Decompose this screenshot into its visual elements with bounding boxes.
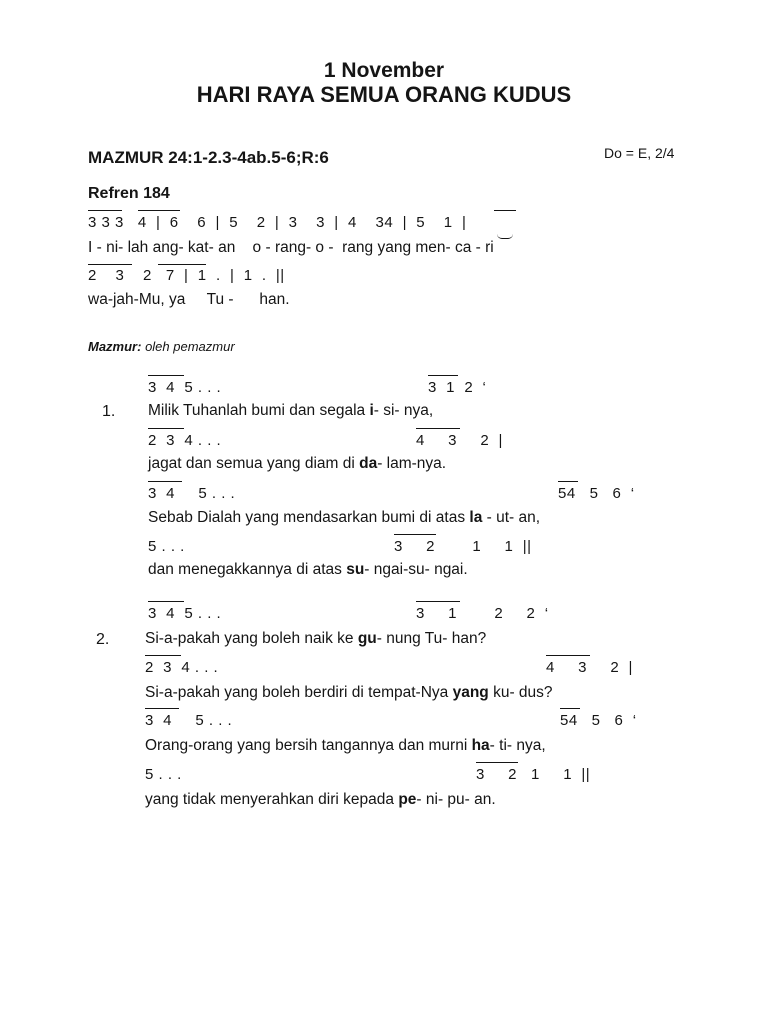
verse-notes-left: 3 4 5 . . . [148, 379, 222, 396]
verse-text-line [145, 685, 553, 701]
verse-text-line [148, 510, 540, 526]
beam-mark [145, 708, 179, 709]
verse-text-after: - ti- nya, [489, 737, 546, 754]
verse-notes-left: 5 . . . [148, 538, 185, 555]
verse-notes-right: 3 1 2 2 ‘ [416, 605, 549, 622]
refrain-notes-line-1: 3 3 3 4 | 6 6 | 5 2 | 3 3 | 4 34 | 5 1 | [88, 214, 467, 231]
refrain-label: Refren 184 [88, 185, 170, 202]
beam-mark [476, 762, 518, 763]
beam-mark [558, 481, 578, 482]
verse-text-accent: da [359, 455, 378, 472]
verse-text-line [148, 456, 446, 472]
verse-notes-right: 54 5 6 ‘ [558, 485, 635, 502]
psalmist-note [88, 340, 235, 353]
beam-mark [560, 708, 580, 709]
verse-text-after: - nung Tu- han? [376, 630, 487, 647]
refrain-lyrics-line-2: wa-jah-Mu, ya Tu - han. [88, 291, 290, 308]
verse-text-accent: pe [398, 791, 417, 808]
verse-notes-left: 3 4 5 . . . [145, 712, 233, 729]
beam-mark [494, 210, 516, 211]
verse-text-after: ku- dus? [488, 684, 553, 701]
verse-notes-left: 3 4 5 . . . [148, 605, 222, 622]
verse-text: Orang-orang yang bersih tangannya dan murni [145, 737, 472, 754]
refrain-notes-line-2: 2 3 2 7 | 1 . | 1 . || [88, 267, 285, 284]
verse-text-line [148, 562, 468, 578]
psalmist-note-label: Mazmur: [88, 339, 142, 354]
verse-text-after: - lam-nya. [377, 455, 447, 472]
verse-number: 1. [102, 403, 116, 420]
verse-notes-left: 2 3 4 . . . [148, 432, 222, 449]
verse-text-accent: gu [357, 630, 377, 647]
beam-mark [145, 655, 181, 656]
verse-text-line [148, 403, 433, 419]
verse-text-after: - si- nya, [373, 402, 434, 419]
verse-notes-left: 2 3 4 . . . [145, 659, 219, 676]
psalmist-note-text: oleh pemazmur [141, 339, 235, 354]
beam-mark [416, 601, 460, 602]
verse-text-line [145, 738, 546, 754]
verse-text: dan menegakkannya di atas [148, 561, 347, 578]
page-date: 1 November [323, 59, 445, 82]
beam-mark [88, 210, 122, 211]
verse-notes-right: 3 1 2 ‘ [428, 379, 487, 396]
verse-text: yang tidak menyerahkan diri kepada [145, 791, 399, 808]
beam-mark [148, 601, 184, 602]
verse-text-after: - ut- an, [482, 509, 541, 526]
verse-notes-right: 3 2 1 1 || [476, 766, 591, 783]
verse-text-accent: yang [452, 684, 489, 701]
beam-mark [148, 375, 184, 376]
verse-notes-left: 3 4 5 . . . [148, 485, 236, 502]
verse-notes-right: 4 3 2 | [416, 432, 503, 449]
verse-text: Si-a-pakah yang boleh naik ke [145, 630, 358, 647]
verse-notes-left: 5 . . . [145, 766, 182, 783]
psalm-title: MAZMUR 24:1-2.3-4ab.5-6;R:6 [88, 148, 329, 167]
verse-text-accent: i [369, 402, 374, 419]
verse-text-line [145, 792, 496, 808]
verse-notes-right: 3 2 1 1 || [394, 538, 532, 555]
verse-text-line [145, 631, 486, 647]
beam-mark [546, 655, 590, 656]
verse-text: Sebab Dialah yang mendasarkan bumi di atas [148, 509, 470, 526]
page-title: HARI RAYA SEMUA ORANG KUDUS [196, 82, 572, 107]
verse-notes-right: 54 5 6 ‘ [560, 712, 637, 729]
beam-mark [148, 428, 184, 429]
beam-mark [394, 534, 436, 535]
verse-notes-right: 4 3 2 | [546, 659, 633, 676]
verse-text-accent: la [469, 509, 483, 526]
verse-text-accent: su [346, 561, 365, 578]
beam-mark [428, 375, 458, 376]
beam-mark [88, 264, 132, 265]
beam-mark [416, 428, 460, 429]
verse-text: jagat dan semua yang diam di [148, 455, 360, 472]
refrain-lyrics-line-1: I - ni- lah ang- kat- an o - rang- o - rang yang men- ca - ri [88, 239, 494, 256]
verse-text: Si-a-pakah yang boleh berdiri di tempat-Nya [145, 684, 453, 701]
verse-number: 2. [96, 631, 110, 648]
verse-text-accent: ha [471, 737, 490, 754]
verse-text-after: - ni- pu- an. [416, 791, 496, 808]
tie-mark [497, 234, 513, 239]
verse-text: Milik Tuhanlah bumi dan segala [148, 402, 370, 419]
beam-mark [138, 210, 180, 211]
beam-mark [148, 481, 182, 482]
key-signature: Do = E, 2/4 [604, 145, 675, 161]
beam-mark [158, 264, 206, 265]
verse-text-after: - ngai-su- ngai. [364, 561, 468, 578]
